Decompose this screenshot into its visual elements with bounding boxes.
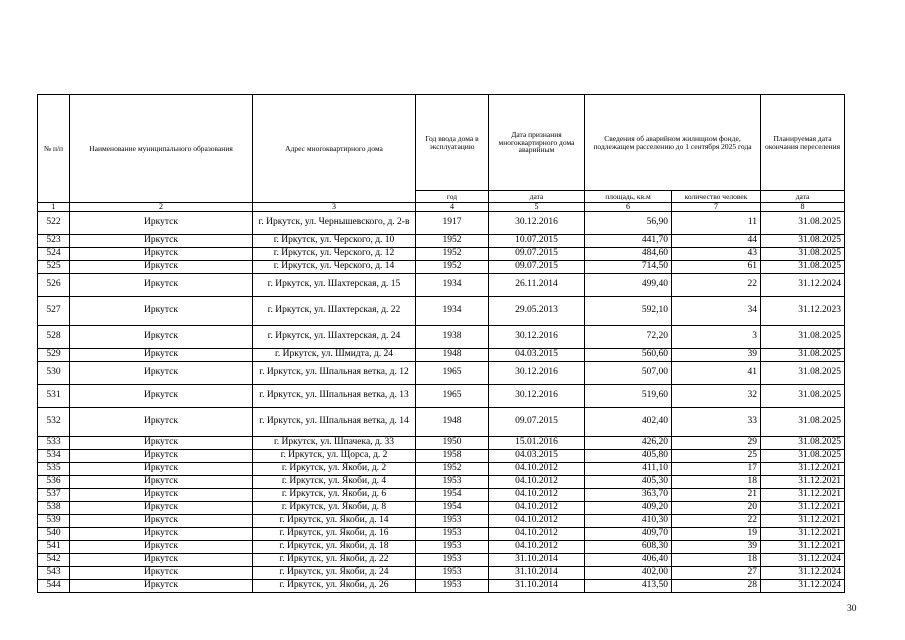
area-cell: 507,00 xyxy=(585,362,672,385)
area-cell: 409,70 xyxy=(585,528,672,541)
municipality-cell: Иркутск xyxy=(70,463,253,476)
municipality-cell: Иркутск xyxy=(70,235,253,248)
people-cell: 39 xyxy=(672,541,761,554)
header-recognition-date: Дата признания многоквартирного дома аварийным xyxy=(489,95,585,191)
row-number: 541 xyxy=(38,541,70,554)
year-cell: 1952 xyxy=(416,235,489,248)
table-row xyxy=(38,580,845,593)
municipality-cell: Иркутск xyxy=(70,515,253,528)
year-cell: 1953 xyxy=(416,515,489,528)
municipality-cell: Иркутск xyxy=(70,261,253,274)
table-row xyxy=(38,515,845,528)
address-cell: г. Иркутск, ул. Шпачека, д. 33 xyxy=(253,437,416,450)
recognition-date-cell: 30.12.2016 xyxy=(489,326,585,349)
area-cell: 406,40 xyxy=(585,554,672,567)
year-cell: 1948 xyxy=(416,349,489,362)
people-cell: 34 xyxy=(672,297,761,326)
column-number: 5 xyxy=(489,203,585,212)
planned-end-cell: 31.08.2025 xyxy=(761,326,845,349)
municipality-cell: Иркутск xyxy=(70,450,253,463)
municipality-cell: Иркутск xyxy=(70,349,253,362)
people-cell: 20 xyxy=(672,502,761,515)
unit-year: год xyxy=(416,191,489,203)
planned-end-cell: 31.08.2025 xyxy=(761,408,845,437)
table-row xyxy=(38,502,845,515)
table-row xyxy=(38,248,845,261)
area-cell: 519,60 xyxy=(585,385,672,408)
planned-end-cell: 31.12.2023 xyxy=(761,297,845,326)
address-cell: г. Иркутск, ул. Черского, д. 10 xyxy=(253,235,416,248)
municipality-cell: Иркутск xyxy=(70,385,253,408)
area-cell: 405,30 xyxy=(585,476,672,489)
area-cell: 409,20 xyxy=(585,502,672,515)
row-number: 522 xyxy=(38,212,70,235)
header-municipality: Наименование муниципального образования xyxy=(70,95,253,203)
area-cell: 402,00 xyxy=(585,567,672,580)
address-cell: г. Иркутск, ул. Шахтерская, д. 22 xyxy=(253,297,416,326)
address-cell: г. Иркутск, ул. Шпальная ветка, д. 14 xyxy=(253,408,416,437)
year-cell: 1934 xyxy=(416,274,489,297)
area-cell: 410,30 xyxy=(585,515,672,528)
area-cell: 413,50 xyxy=(585,580,672,593)
address-cell: г. Иркутск, ул. Шпальная ветка, д. 12 xyxy=(253,362,416,385)
planned-end-cell: 31.12.2024 xyxy=(761,567,845,580)
row-number: 539 xyxy=(38,515,70,528)
table-row xyxy=(38,235,845,248)
area-cell: 714,50 xyxy=(585,261,672,274)
recognition-date-cell: 31.10.2014 xyxy=(489,554,585,567)
area-cell: 499,40 xyxy=(585,274,672,297)
planned-end-cell: 31.12.2024 xyxy=(761,554,845,567)
planned-end-cell: 31.08.2025 xyxy=(761,437,845,450)
year-cell: 1953 xyxy=(416,554,489,567)
municipality-cell: Иркутск xyxy=(70,567,253,580)
municipality-cell: Иркутск xyxy=(70,580,253,593)
people-cell: 39 xyxy=(672,349,761,362)
year-cell: 1954 xyxy=(416,489,489,502)
year-cell: 1917 xyxy=(416,212,489,235)
recognition-date-cell: 31.10.2014 xyxy=(489,580,585,593)
row-number: 533 xyxy=(38,437,70,450)
address-cell: г. Иркутск, ул. Шахтерская, д. 24 xyxy=(253,326,416,349)
municipality-cell: Иркутск xyxy=(70,502,253,515)
planned-end-cell: 31.08.2025 xyxy=(761,450,845,463)
row-number: 537 xyxy=(38,489,70,502)
area-cell: 405,80 xyxy=(585,450,672,463)
column-number: 3 xyxy=(253,203,416,212)
people-cell: 17 xyxy=(672,463,761,476)
year-cell: 1938 xyxy=(416,326,489,349)
area-cell: 592,10 xyxy=(585,297,672,326)
address-cell: г. Иркутск, ул. Якоби, д. 18 xyxy=(253,541,416,554)
people-cell: 22 xyxy=(672,274,761,297)
year-cell: 1953 xyxy=(416,541,489,554)
recognition-date-cell: 04.10.2012 xyxy=(489,476,585,489)
recognition-date-cell: 09.07.2015 xyxy=(489,248,585,261)
planned-end-cell: 31.12.2021 xyxy=(761,489,845,502)
row-number: 531 xyxy=(38,385,70,408)
year-cell: 1952 xyxy=(416,248,489,261)
year-cell: 1965 xyxy=(416,362,489,385)
address-cell: г. Иркутск, ул. Черского, д. 12 xyxy=(253,248,416,261)
unit-planned-end: дата xyxy=(761,191,845,203)
municipality-cell: Иркутск xyxy=(70,408,253,437)
row-number: 523 xyxy=(38,235,70,248)
recognition-date-cell: 29.05.2013 xyxy=(489,297,585,326)
column-number: 7 xyxy=(672,203,761,212)
people-cell: 25 xyxy=(672,450,761,463)
planned-end-cell: 31.12.2021 xyxy=(761,502,845,515)
people-cell: 22 xyxy=(672,515,761,528)
planned-end-cell: 31.08.2025 xyxy=(761,362,845,385)
year-cell: 1953 xyxy=(416,567,489,580)
recognition-date-cell: 04.10.2012 xyxy=(489,528,585,541)
table-row xyxy=(38,528,845,541)
people-cell: 19 xyxy=(672,528,761,541)
people-cell: 32 xyxy=(672,385,761,408)
table-row xyxy=(38,326,845,349)
address-cell: г. Иркутск, ул. Чернышевского, д. 2-в xyxy=(253,212,416,235)
table-row xyxy=(38,212,845,235)
year-cell: 1954 xyxy=(416,502,489,515)
year-cell: 1952 xyxy=(416,261,489,274)
recognition-date-cell: 15.01.2016 xyxy=(489,437,585,450)
planned-end-cell: 31.08.2025 xyxy=(761,385,845,408)
recognition-date-cell: 30.12.2016 xyxy=(489,362,585,385)
municipality-cell: Иркутск xyxy=(70,248,253,261)
row-number: 525 xyxy=(38,261,70,274)
address-cell: г. Иркутск, ул. Шпальная ветка, д. 13 xyxy=(253,385,416,408)
planned-end-cell: 31.08.2025 xyxy=(761,349,845,362)
row-number: 542 xyxy=(38,554,70,567)
row-number: 535 xyxy=(38,463,70,476)
people-cell: 27 xyxy=(672,567,761,580)
planned-end-cell: 31.08.2025 xyxy=(761,212,845,235)
planned-end-cell: 31.12.2021 xyxy=(761,476,845,489)
planned-end-cell: 31.12.2021 xyxy=(761,528,845,541)
table-row xyxy=(38,450,845,463)
table-row xyxy=(38,489,845,502)
address-cell: г. Иркутск, ул. Якоби, д. 8 xyxy=(253,502,416,515)
row-number: 536 xyxy=(38,476,70,489)
row-number: 524 xyxy=(38,248,70,261)
people-cell: 41 xyxy=(672,362,761,385)
planned-end-cell: 31.12.2024 xyxy=(761,580,845,593)
row-number: 526 xyxy=(38,274,70,297)
year-cell: 1965 xyxy=(416,385,489,408)
row-number: 543 xyxy=(38,567,70,580)
area-cell: 484,60 xyxy=(585,248,672,261)
year-cell: 1952 xyxy=(416,463,489,476)
row-number: 538 xyxy=(38,502,70,515)
area-cell: 363,70 xyxy=(585,489,672,502)
table-body xyxy=(38,212,845,593)
municipality-cell: Иркутск xyxy=(70,437,253,450)
recognition-date-cell: 04.10.2012 xyxy=(489,541,585,554)
area-cell: 608,30 xyxy=(585,541,672,554)
people-cell: 29 xyxy=(672,437,761,450)
municipality-cell: Иркутск xyxy=(70,326,253,349)
year-cell: 1934 xyxy=(416,297,489,326)
header-year: Год ввода дома в эксплуатацию xyxy=(416,95,489,191)
row-number: 540 xyxy=(38,528,70,541)
address-cell: г. Иркутск, ул. Якоби, д. 6 xyxy=(253,489,416,502)
address-cell: г. Иркутск, ул. Якоби, д. 24 xyxy=(253,567,416,580)
row-number: 528 xyxy=(38,326,70,349)
row-number: 534 xyxy=(38,450,70,463)
address-cell: г. Иркутск, ул. Якоби, д. 22 xyxy=(253,554,416,567)
planned-end-cell: 31.08.2025 xyxy=(761,261,845,274)
table-row xyxy=(38,567,845,580)
column-number: 1 xyxy=(38,203,70,212)
row-number: 544 xyxy=(38,580,70,593)
recognition-date-cell: 09.07.2015 xyxy=(489,261,585,274)
year-cell: 1958 xyxy=(416,450,489,463)
address-cell: г. Иркутск, ул. Якоби, д. 2 xyxy=(253,463,416,476)
address-cell: г. Иркутск, ул. Якоби, д. 4 xyxy=(253,476,416,489)
row-number: 532 xyxy=(38,408,70,437)
header-num: № п/п xyxy=(38,95,70,203)
table-row xyxy=(38,476,845,489)
recognition-date-cell: 04.03.2015 xyxy=(489,349,585,362)
row-number: 529 xyxy=(38,349,70,362)
year-cell: 1953 xyxy=(416,528,489,541)
planned-end-cell: 31.12.2021 xyxy=(761,463,845,476)
table-row xyxy=(38,385,845,408)
recognition-date-cell: 26.11.2014 xyxy=(489,274,585,297)
unit-recognition-date: дата xyxy=(489,191,585,203)
table-row xyxy=(38,362,845,385)
recognition-date-cell: 10.07.2015 xyxy=(489,235,585,248)
row-number: 530 xyxy=(38,362,70,385)
municipality-cell: Иркутск xyxy=(70,212,253,235)
table-row xyxy=(38,437,845,450)
people-cell: 18 xyxy=(672,554,761,567)
area-cell: 402,40 xyxy=(585,408,672,437)
recognition-date-cell: 09.07.2015 xyxy=(489,408,585,437)
address-cell: г. Иркутск, ул. Шахтерская, д. 15 xyxy=(253,274,416,297)
table-row xyxy=(38,554,845,567)
unit-area: площадь, кв.м xyxy=(585,191,672,203)
address-cell: г. Иркутск, ул. Якоби, д. 26 xyxy=(253,580,416,593)
people-cell: 33 xyxy=(672,408,761,437)
municipality-cell: Иркутск xyxy=(70,274,253,297)
people-cell: 44 xyxy=(672,235,761,248)
recognition-date-cell: 30.12.2016 xyxy=(489,385,585,408)
area-cell: 72,20 xyxy=(585,326,672,349)
planned-end-cell: 31.08.2025 xyxy=(761,235,845,248)
unit-people: количество человек xyxy=(672,191,761,203)
housing-table xyxy=(37,94,845,593)
header-fund-info: Сведения об аварийном жилищном фонде, подлежащем расселению до 1 сентября 2025 года xyxy=(585,95,761,191)
page-number: 30 xyxy=(847,604,857,614)
column-number-row xyxy=(38,203,845,212)
address-cell: г. Иркутск, ул. Щорса, д. 2 xyxy=(253,450,416,463)
recognition-date-cell: 31.10.2014 xyxy=(489,567,585,580)
municipality-cell: Иркутск xyxy=(70,528,253,541)
year-cell: 1953 xyxy=(416,580,489,593)
year-cell: 1950 xyxy=(416,437,489,450)
address-cell: г. Иркутск, ул. Якоби, д. 14 xyxy=(253,515,416,528)
area-cell: 411,10 xyxy=(585,463,672,476)
table-row xyxy=(38,297,845,326)
table-row xyxy=(38,261,845,274)
planned-end-cell: 31.08.2025 xyxy=(761,248,845,261)
table-row xyxy=(38,408,845,437)
recognition-date-cell: 04.03.2015 xyxy=(489,450,585,463)
recognition-date-cell: 04.10.2012 xyxy=(489,489,585,502)
people-cell: 21 xyxy=(672,489,761,502)
people-cell: 18 xyxy=(672,476,761,489)
column-number: 2 xyxy=(70,203,253,212)
address-cell: г. Иркутск, ул. Якоби, д. 16 xyxy=(253,528,416,541)
planned-end-cell: 31.12.2024 xyxy=(761,274,845,297)
header-address: Адрес многоквартирного дома xyxy=(253,95,416,203)
recognition-date-cell: 30.12.2016 xyxy=(489,212,585,235)
people-cell: 43 xyxy=(672,248,761,261)
year-cell: 1948 xyxy=(416,408,489,437)
municipality-cell: Иркутск xyxy=(70,362,253,385)
municipality-cell: Иркутск xyxy=(70,554,253,567)
table-row xyxy=(38,541,845,554)
planned-end-cell: 31.12.2021 xyxy=(761,515,845,528)
address-cell: г. Иркутск, ул. Шмидта, д. 24 xyxy=(253,349,416,362)
area-cell: 56,90 xyxy=(585,212,672,235)
recognition-date-cell: 04.10.2012 xyxy=(489,463,585,476)
municipality-cell: Иркутск xyxy=(70,297,253,326)
people-cell: 3 xyxy=(672,326,761,349)
municipality-cell: Иркутск xyxy=(70,476,253,489)
table-row xyxy=(38,349,845,362)
column-number: 8 xyxy=(761,203,845,212)
recognition-date-cell: 04.10.2012 xyxy=(489,515,585,528)
municipality-cell: Иркутск xyxy=(70,541,253,554)
planned-end-cell: 31.12.2021 xyxy=(761,541,845,554)
table-row xyxy=(38,274,845,297)
recognition-date-cell: 04.10.2012 xyxy=(489,502,585,515)
people-cell: 28 xyxy=(672,580,761,593)
address-cell: г. Иркутск, ул. Черского, д. 14 xyxy=(253,261,416,274)
year-cell: 1953 xyxy=(416,476,489,489)
municipality-cell: Иркутск xyxy=(70,489,253,502)
people-cell: 11 xyxy=(672,212,761,235)
table-row xyxy=(38,463,845,476)
area-cell: 441,70 xyxy=(585,235,672,248)
area-cell: 560,60 xyxy=(585,349,672,362)
header-planned-end: Планируемая дата окончания переселения xyxy=(761,95,845,191)
people-cell: 61 xyxy=(672,261,761,274)
row-number: 527 xyxy=(38,297,70,326)
column-number: 4 xyxy=(416,203,489,212)
column-number: 6 xyxy=(585,203,672,212)
area-cell: 426,20 xyxy=(585,437,672,450)
